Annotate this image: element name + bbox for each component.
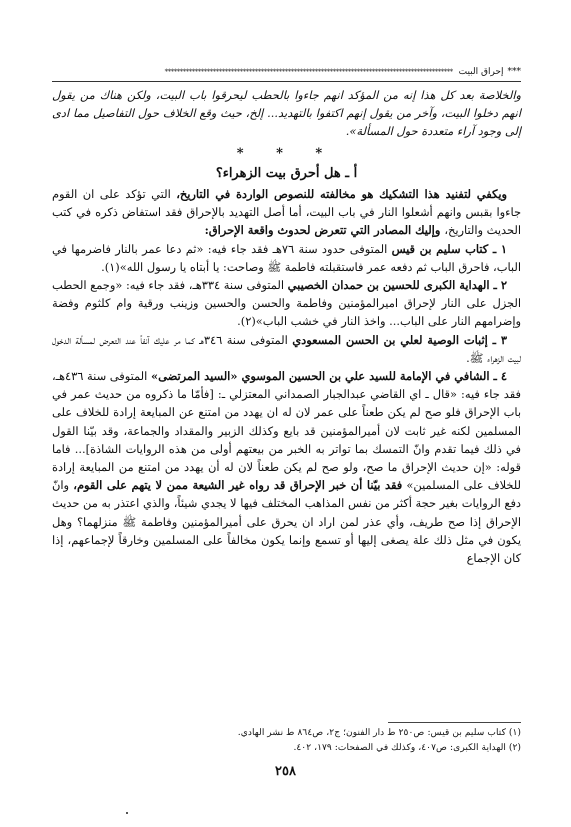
source-bold-phrase: فقد بيّنا أن خبر الإحراق قد رواه غير الشيعة ممن لا يتهم على القوم، — [73, 478, 403, 493]
source-item-2 — [52, 276, 521, 331]
header-rule — [52, 81, 521, 82]
footnote-1: (١) كتاب سليم بن قيس: ص٢٥٠ ط دار الفنون؛ ج٢، ص٨٦٤ ط نشر الهادي. — [237, 727, 521, 738]
source-title: ٢ ـ الهداية الكبرى للحسين بن حمدان الخصيبي — [287, 278, 507, 293]
page-number: ٢٥٨ — [275, 764, 296, 779]
running-header — [52, 64, 521, 80]
source-text: المتوفى حدود سنة ٧٦هـ فقد جاء فيه: «ثم دعا عمر بالنار فاضرمها في الباب، فاحرق الباب ثم دفعه عمر فاستقبلته فاطمة ﷺ وصاحت: يا أبتاه يا رسول الله»(١). — [52, 241, 521, 274]
source-title: ٣ ـ إثبات الوصية لعلي بن الحسن المسعودي — [292, 332, 507, 347]
main-text — [52, 86, 521, 567]
source-text: المتوفى سنة ٣٤٦هـ كما مر عليك آنفاً عند التعرض لمسألة الدخول لبيت الزهراء ﷺ. — [52, 332, 521, 365]
section-separator: * * * — [236, 145, 337, 161]
section-title: أ ـ هل أحرق بيت الزهراء؟ — [215, 165, 358, 181]
source-text-continued: وانّ دفع الروايات بغير حجة أكثر من نفس المذاهب المختلف فيها لا يجدي شيئاً، والذي اعتذر به من حديث الإحراق إذا صح طريف، وأي عذر لمن اراد ان يحرق على أميرالمؤمنين وفاطمة ﷺ منزلهما؟ وهل يكون في مثل ذلك علة يصغى إليها أو تسمع وإنما يكون مخالفاً على المسلمين وخارقاً لإجماعهم، إذا كان الإجماع — [52, 478, 521, 566]
lead-text: التي تؤكد على ان القوم جاءوا بقبس وانهم أشعلوا النار في باب البيت، أما أصل التهديد بالإحراق فقد استفاض ذكره في كتب الحديث والتاريخ، — [52, 187, 521, 238]
source-text: المتوفى سنة ٣٣٤هـ، فقد جاء فيه: «وجمع الحطب الجزل على النار لإحراق اميرالمؤمنين وفاطمة والحسن والحسين وزينب ورقية وام كلثوم وفضة وإضرامهم النار على الباب... واخذ النار في خشب الباب»(٢). — [52, 278, 521, 329]
footnote-rule — [388, 722, 521, 723]
source-text: المتوفى سنة ٤٣٦هـ، فقد جاء فيه: «قال ـ اي القاضي عبدالجبار الصمداني المعتزلي ـ: [فأمّا ما ذكروه من حديث عمر في باب الإحراق فلو صح لم يكن طعناً على عمر لان له ان يهدد من امتنع عن المبايعة إرادة للخلاف على المسلمين لكنه غير ثابت لان أميرالمؤمنين قد بايع وكذلك الزبير والمقداد والجماعة، وقد بيّنا القول في ذلك فيما تقدم وانّ التمسك بما تواتر به الخبر من بيعتهم أولى من هذه الروايات الشاذة]... فاما قوله: «إن حديث الإحراق ما صح، ولو صح لم يكن طعناً لان له أن يهدد من امتنع من المبايعة إرادة للخلاف على المسلمين» — [52, 369, 521, 493]
header-lead-stars: *** — [507, 67, 521, 77]
source-title: ١ ـ كتاب سليم بن قيس — [391, 241, 507, 256]
section-lead-paragraph — [52, 185, 521, 240]
source-item-3 — [52, 331, 521, 367]
lead-bold-text: ويكفي لتفنيد هذا التشكيك هو مخالفته للنصوص الواردة في التاريخ، — [176, 187, 507, 202]
source-item-4 — [52, 367, 521, 567]
intro-paragraph: والخلاصة بعد كل هذا إنه من المؤكد انهم جاءوا بالحطب ليحرقوا باب البيت، ولكن هناك من يقول انهم دخلوا البيت، وآخر من يقول إنهم اكتفوا بالتهديد... إلخ، حيث وقع الخلاف حول التفاصيل مما ادى إلى وجود آراء متعددة حول المسألة». — [52, 88, 521, 139]
header-star-rule: ************************************************************************************************ — [164, 68, 453, 76]
source-item-1 — [52, 240, 521, 276]
footnotes — [52, 725, 521, 755]
lead-bold-text-2: وإليك المصادر التي تتعرض لحدوث واقعة الإحراق: — [204, 223, 445, 238]
scan-mark — [126, 812, 128, 814]
footnote-2: (٢) الهداية الكبرى: ص٤٠٧، وكذلك في الصفحات: ١٧٩، ٤٠٢. — [293, 742, 521, 753]
source-title: ٤ ـ الشافي في الإمامة للسيد علي بن الحسين الموسوي «السيد المرتضى» — [150, 369, 507, 384]
header-title: إحراق البيت — [458, 67, 504, 77]
